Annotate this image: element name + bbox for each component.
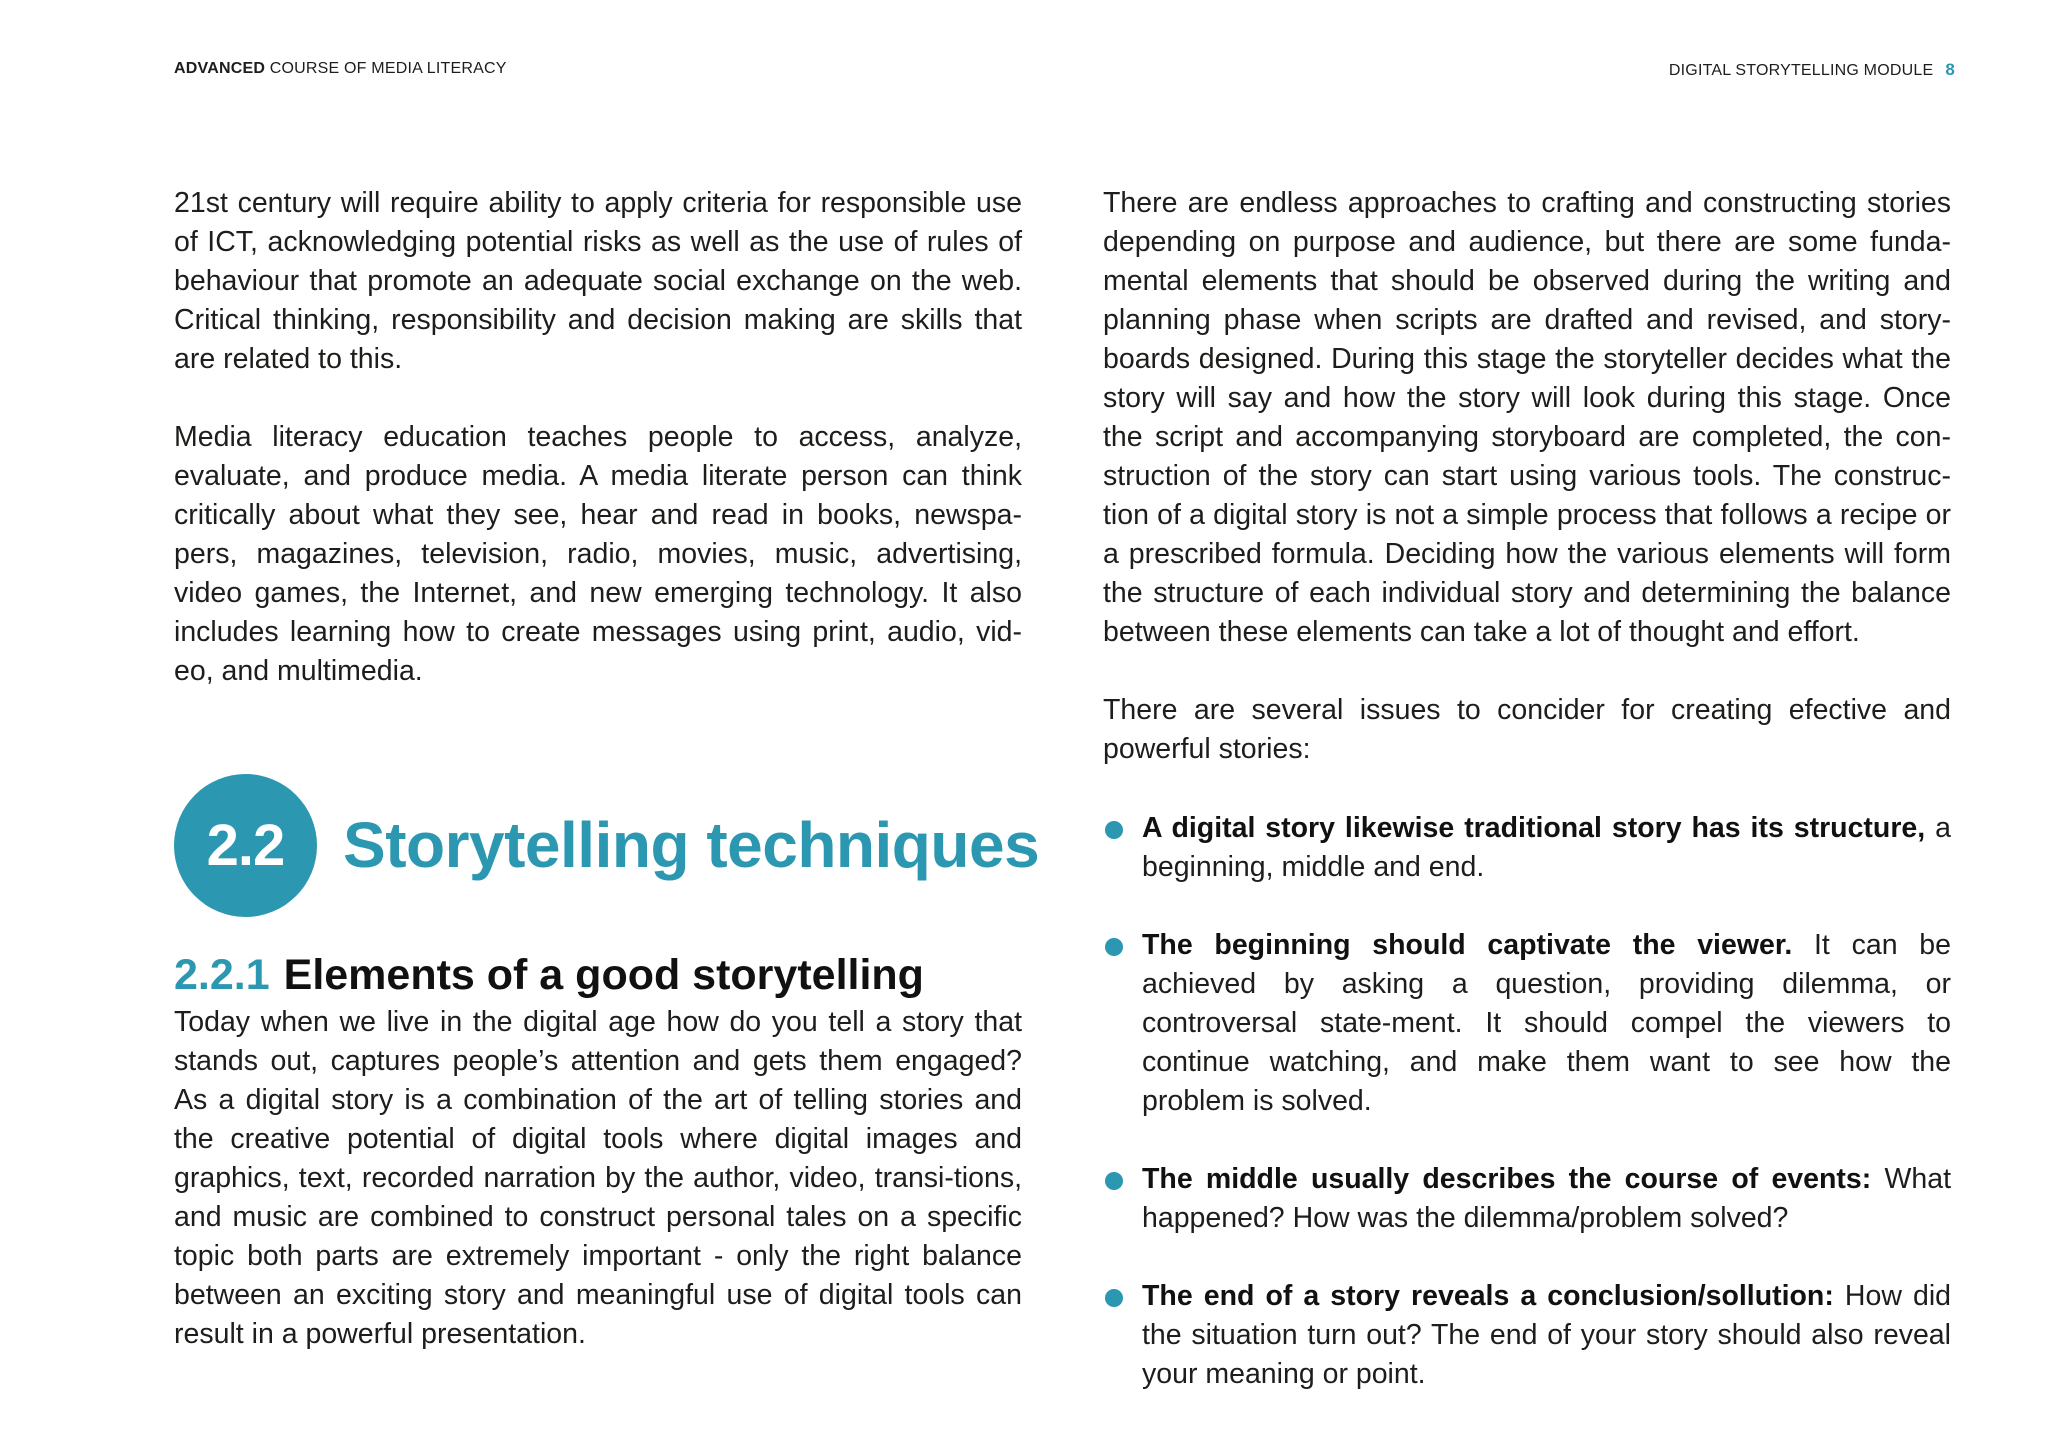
- subsection-heading: [174, 951, 924, 1000]
- bullet-text: How did the situation turn out? The end of your story should also reveal your meaning or point.: [1142, 1280, 1951, 1390]
- bullet-lead: The middle usually describes the course of events:: [1142, 1163, 1872, 1195]
- page-number: 8: [1945, 60, 1955, 79]
- course-level-label: ADVANCED: [174, 60, 266, 77]
- list-item: [1103, 926, 1951, 1121]
- bullet-text: a beginning, middle and end.: [1142, 812, 1951, 883]
- module-title-label: DIGITAL STORYTELLING MODULE: [1668, 62, 1934, 79]
- list-item: [1103, 1277, 1951, 1394]
- bullet-lead: The end of a story reveals a conclusion/sollution:: [1142, 1280, 1834, 1312]
- right-column: [1103, 184, 1951, 1394]
- subsection-number: 2.2.1: [174, 951, 270, 999]
- bullet-dot-icon: [1105, 938, 1123, 956]
- bullet-dot-icon: [1105, 821, 1123, 839]
- bullet-lead: A digital story likewise traditional story has its structure,: [1142, 812, 1926, 844]
- paragraph: 21st century will require ability to apply criteria for responsible use of ICT, acknowledging potential risks as well as the use of rules of behaviour that promote an adequate social exchange on the web. Critical thinking, responsibility and decision making are skills that are related to this.: [174, 187, 1022, 375]
- subsection-body: [174, 1003, 1022, 1354]
- bullet-list: [1103, 809, 1951, 1394]
- running-header-right: [1669, 60, 1955, 80]
- bullet-text: What happened? How was the dilemma/problem solved?: [1142, 1163, 1951, 1234]
- list-item: [1103, 809, 1951, 887]
- paragraph: Today when we live in the digital age how do you tell a story that stands out, captures people’s attention and gets them engaged? As a digital story is a combination of the art of telling stories and the creative potential of digital tools where digital images and graphics, text, recorded narration by the author, video, transi-tions, and music are combined to construct personal tales on a specific topic both parts are extremely important - only the right balance between an exciting story and meaningful use of digital tools can result in a powerful presentation.: [174, 1006, 1022, 1350]
- list-item: [1103, 1160, 1951, 1238]
- bullet-text: It can be achieved by asking a question, providing dilemma, or controversal state-ment. It should compel the viewers to continue watching, and make them want to see how the problem is solved.: [1142, 929, 1951, 1117]
- section-title: Storytelling techniques: [343, 809, 1040, 881]
- subsection-title: Elements of a good storytelling: [283, 951, 924, 999]
- paragraph: Media literacy education teaches people to access, analyze, evaluate, and produce media. A media literate person can think critically about what they see, hear and read in books, newspa-pers, magazines, television, radio, movies, music, advertising, video games, the Internet, and new emerging technology. It also includes learning how to create messages using print, audio, vid-eo, and multimedia.: [174, 421, 1022, 687]
- paragraph: There are endless approaches to crafting and constructing stories depending on purpose and audience, but there are some funda-mental elements that should be observed during the writing and planning phase when scripts are drafted and revised, and story-boards designed. During this stage the storyteller decides what the story will say and how the story will look during this stage. Once the script and accompanying storyboard are completed, the con-struction of the story can start using various tools. The construc-tion of a digital story is not a simple process that follows a recipe or a prescribed formula. Deciding how the various elements will form the structure of each individual story and determining the balance between these elements can take a lot of thought and effort.: [1103, 187, 1951, 648]
- course-title-label: COURSE OF MEDIA LITERACY: [265, 60, 507, 77]
- section-number-badge: 2.2: [174, 774, 317, 917]
- paragraph: There are several issues to concider for creating efective and powerful stories:: [1103, 694, 1951, 765]
- bullet-dot-icon: [1105, 1289, 1123, 1307]
- bullet-dot-icon: [1105, 1172, 1123, 1190]
- bullet-lead: The beginning should captivate the viewer.: [1142, 929, 1793, 961]
- section-heading: [174, 773, 1039, 917]
- running-header-left: [174, 60, 507, 78]
- left-column-intro: [174, 184, 1022, 691]
